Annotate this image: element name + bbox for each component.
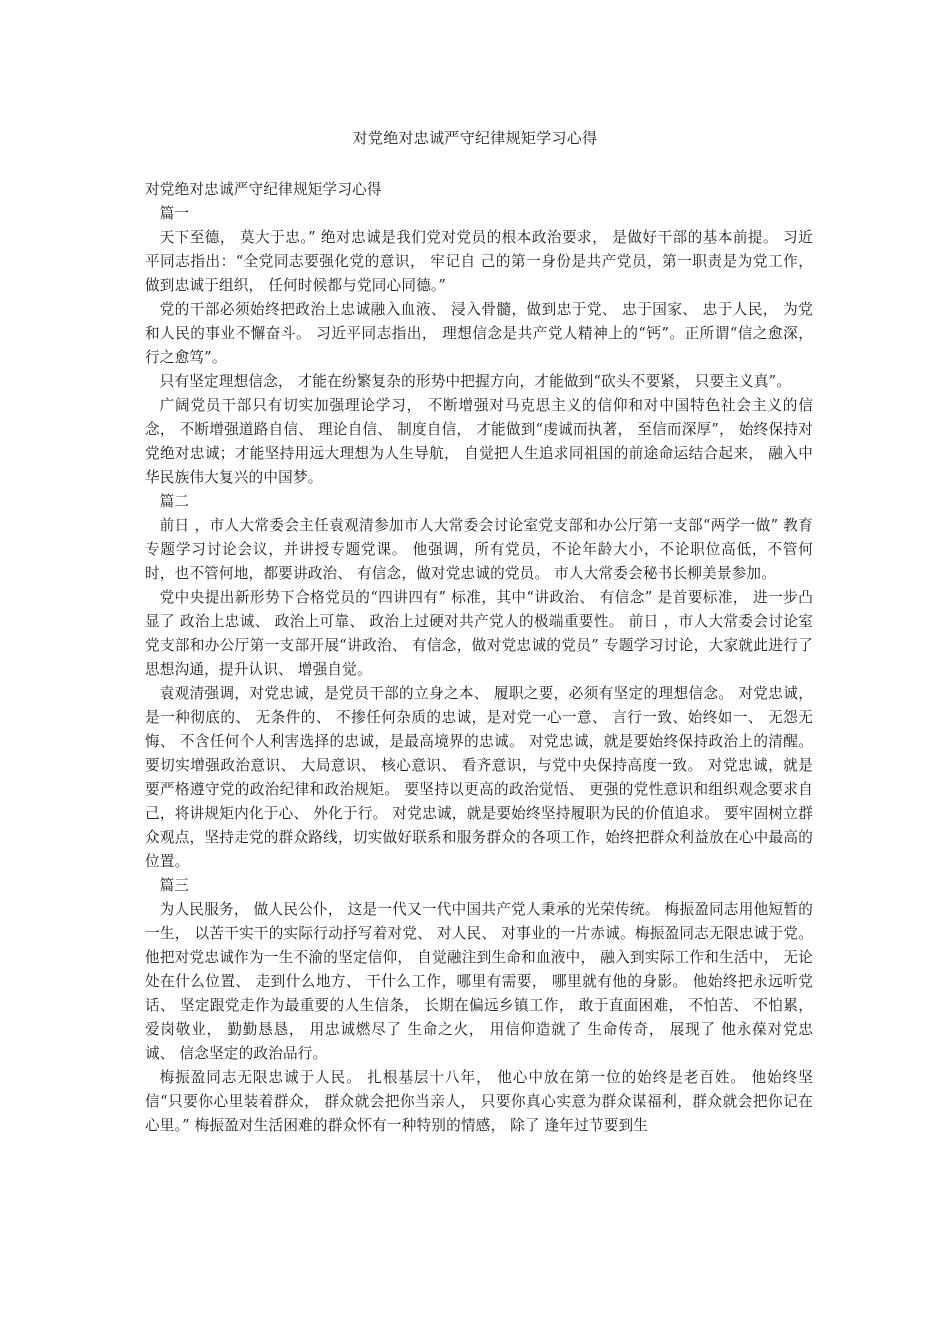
- paragraph: 袁观清强调，对党忠诚，是党员干部的立身之本、 履职之要，必须有坚定的理想信念。 对党忠诚，是一种彻底的、 无条件的、 不掺任何杂质的忠诚，是对党一心一意、 言行一致、始终如一、 无怨无悔、 不含任何个人利害选择的忠诚，是最高境界的忠诚。 对党忠诚，就是要始终保持政治上的清醒。要切实增强政治意识、 大局意识、 核心意识、 看齐意识，与党中央保持高度一致。 对党忠诚，就是要严格遵守党的政治纪律和政治规矩。 要坚持以更高的政治觉悟、 更强的党性意识和组织观念要求自 己，将讲规矩内化于心、 外化于行。 对党忠诚，就是要始终坚持履职为民的价值追求。 要牢固树立群众观点，坚持走党的群众路线，切实做好联系和服务群众的各项工作，始终把群众利益放在心中最高的位置。: [145, 685, 813, 870]
- paragraph: 只有坚定理想信念， 才能在纷繁复杂的形势中把握方向，才能做到“砍头不要紧， 只要主义真”。: [159, 373, 792, 390]
- section-label-1: 篇一: [159, 205, 190, 222]
- document-body: [145, 178, 813, 1138]
- paragraph: 前日 ，市人大常委会主任袁观清参加市人大常委会讨论室党支部和办公厅第一支部“两学一做” 教育专题学习讨论会议，并讲授专题党课。 他强调，所有党员，不论年龄大小，不论职位高低，不管何时，也不管何地，都要讲政治、 有信念，做对党忠诚的党员。 市人大常委会秘书长柳美景参加。: [145, 517, 813, 582]
- paragraph: 天下至德， 莫大于忠。” 绝对忠诚是我们党对党员的根本政治要求， 是做好干部的基本前提。 习近平同志指出：“全党同志要强化党的意识， 牢记自 己的第一身份是共产党员，第一职责是为党工作， 做到忠诚于组织， 任何时候都与党同心同德。”: [145, 229, 813, 294]
- paragraph: 党的干部必须始终把政治上忠诚融入血液、 浸入骨髓，做到忠于党、 忠于国家、 忠于人民， 为党和人民的事业不懈奋斗。 习近平同志指出， 理想信念是共产党人精神上的“钙”。正所谓“信之愈深， 行之愈笃”。: [145, 301, 813, 366]
- section-label-3: 篇三: [159, 877, 190, 894]
- paragraph: 广阔党员干部只有切实加强理论学习， 不断增强对马克思主义的信仰和对中国特色社会主义的信念， 不断增强道路自信、 理论自信、 制度自信， 才能做到“虔诚而执著， 至信而深厚”， 始终保持对党绝对忠诚；才能坚持用远大理想为人生导航， 自觉把人生追求同祖国的前途命运结合起来， 融入中华民族伟大复兴的中国梦。: [145, 397, 813, 486]
- document-title: 对党绝对忠诚严守纪律规矩学习心得: [352, 129, 598, 147]
- section-label-2: 篇二: [159, 493, 190, 510]
- paragraph: 党中央提出新形势下合格党员的“四讲四有” 标准，其中“讲政治、 有信念” 是首要标准， 进一步凸显了 政治上忠诚、 政治上可靠、 政治上过硬对共产党人的极端重要性。 前日 ，市人大常委会讨论室党支部和办公厅第一支部开展“讲政治、 有信念，做对党忠诚的党员” 专题学习讨论，大家就此进行了 思想沟通，提升认识、 增强自觉。: [145, 589, 813, 678]
- document-subtitle: 对党绝对忠诚严守纪律规矩学习心得: [145, 181, 382, 198]
- paragraph: 梅振盈同志无限忠诚于人民。 扎根基层十八年， 他心中放在第一位的始终是老百姓。 他始终坚信“只要你心里装着群众， 群众就会把你当亲人， 只要你真心实意为群众谋福利，群众就会把你记在心里。” 梅振盈对生活困难的群众怀有一种特别的情感， 除了 逢年过节要到生: [145, 1069, 813, 1134]
- paragraph: 为人民服务， 做人民公仆， 这是一代又一代中国共产党人秉承的光荣传统。 梅振盈同志用他短暂的一生， 以苦干实干的实际行动抒写着对党、 对人民、 对事业的一片赤诚。梅振盈同志无限忠诚于党。 他把对党忠诚作为一生不渝的坚定信仰， 自觉融注到生命和血液中， 融入到实际工作和生活中， 无论处在什么位置、 走到什么地方、 干什么工作，哪里有需要， 哪里就有他的身影。 他始终把永远听党话、 坚定跟党走作为最重要的人生信条， 长期在偏远乡镇工作， 敢于直面困难， 不怕苦、 不怕累， 爱岗敬业， 勤勤恳恳， 用忠诚燃尽了 生命之火， 用信仰造就了 生命传奇， 展现了 他永葆对党忠诚、 信念坚定的政治品行。: [145, 901, 813, 1062]
